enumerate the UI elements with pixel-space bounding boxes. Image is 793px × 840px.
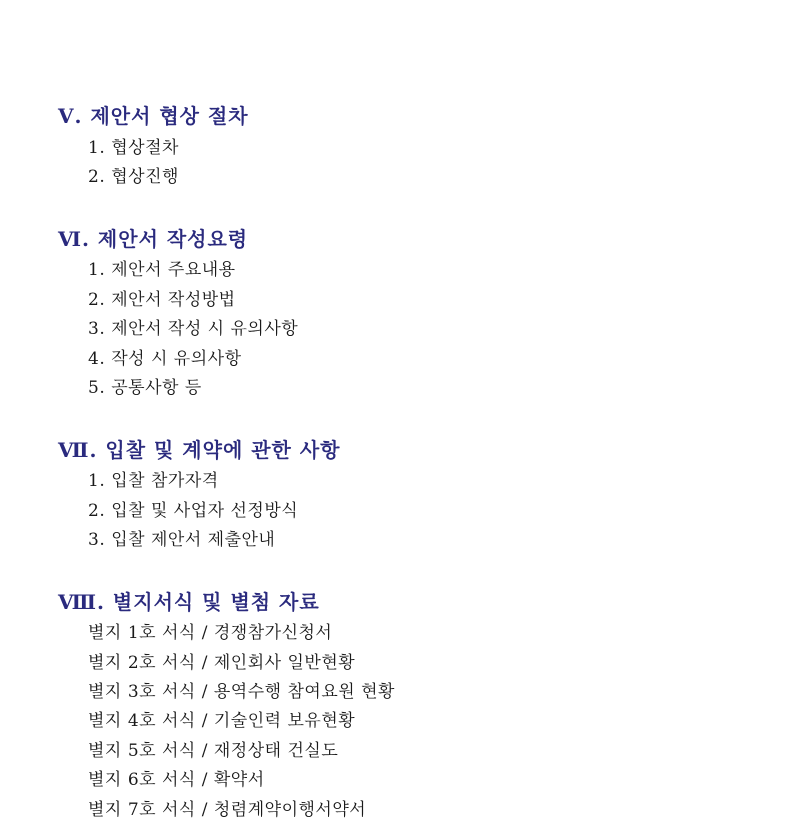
item-text: 7호 서식 / 청렴계약이행서약서 bbox=[127, 800, 367, 820]
list-item bbox=[88, 741, 338, 761]
item-number: 4. bbox=[88, 349, 106, 369]
item-text: 제안서 주요내용 bbox=[111, 260, 236, 280]
list-item bbox=[88, 378, 202, 398]
item-prefix: 별지 bbox=[88, 682, 122, 702]
item-prefix: 별지 bbox=[88, 800, 122, 820]
list-item bbox=[88, 138, 179, 158]
section-heading: Ⅶ. 입찰 및 계약에 관한 사항 bbox=[58, 438, 341, 462]
list-item bbox=[88, 653, 355, 673]
item-text: 3호 서식 / 용역수행 참여요원 현황 bbox=[127, 682, 395, 702]
list-item bbox=[88, 623, 332, 643]
list-item bbox=[88, 711, 355, 731]
item-text: 제안서 작성 시 유의사항 bbox=[111, 319, 299, 339]
list-item bbox=[88, 290, 236, 310]
item-text: 협상절차 bbox=[111, 138, 179, 158]
list-item bbox=[88, 260, 236, 280]
item-number: 1. bbox=[88, 471, 106, 491]
item-text: 2호 서식 / 제인회사 일반현황 bbox=[127, 653, 356, 673]
item-text: 제안서 작성방법 bbox=[111, 290, 236, 310]
item-prefix: 별지 bbox=[88, 741, 122, 761]
item-text: 입찰 참가자격 bbox=[111, 471, 219, 491]
item-prefix: 별지 bbox=[88, 623, 122, 643]
item-text: 공통사항 등 bbox=[111, 378, 202, 398]
section-heading: Ⅷ. 별지서식 및 별첨 자료 bbox=[58, 590, 320, 614]
list-item bbox=[88, 530, 275, 550]
item-number: 2. bbox=[88, 501, 106, 521]
item-number: 3. bbox=[88, 530, 106, 550]
item-number: 5. bbox=[88, 378, 106, 398]
item-text: 5호 서식 / 재정상태 건실도 bbox=[127, 741, 339, 761]
list-item bbox=[88, 770, 265, 790]
item-text: 4호 서식 / 기술인력 보유현황 bbox=[127, 711, 356, 731]
item-text: 입찰 및 사업자 선정방식 bbox=[111, 501, 299, 521]
list-item bbox=[88, 501, 298, 521]
item-number: 1. bbox=[88, 260, 106, 280]
list-item bbox=[88, 682, 395, 702]
section-heading: Ⅴ. 제안서 협상 절차 bbox=[58, 104, 249, 128]
section-heading: Ⅵ. 제안서 작성요령 bbox=[58, 227, 249, 251]
list-item bbox=[88, 167, 179, 187]
item-number: 2. bbox=[88, 290, 106, 310]
item-text: 협상진행 bbox=[111, 167, 179, 187]
list-item bbox=[88, 471, 219, 491]
item-prefix: 별지 bbox=[88, 653, 122, 673]
item-text: 작성 시 유의사항 bbox=[111, 349, 242, 369]
item-number: 2. bbox=[88, 167, 106, 187]
item-text: 6호 서식 / 확약서 bbox=[127, 770, 265, 790]
list-item bbox=[88, 349, 242, 369]
item-prefix: 별지 bbox=[88, 770, 122, 790]
list-item bbox=[88, 319, 298, 339]
item-prefix: 별지 bbox=[88, 711, 122, 731]
item-number: 3. bbox=[88, 319, 106, 339]
item-number: 1. bbox=[88, 138, 106, 158]
list-item bbox=[88, 800, 366, 820]
item-text: 입찰 제안서 제출안내 bbox=[111, 530, 276, 550]
item-text: 1호 서식 / 경쟁참가신청서 bbox=[127, 623, 333, 643]
